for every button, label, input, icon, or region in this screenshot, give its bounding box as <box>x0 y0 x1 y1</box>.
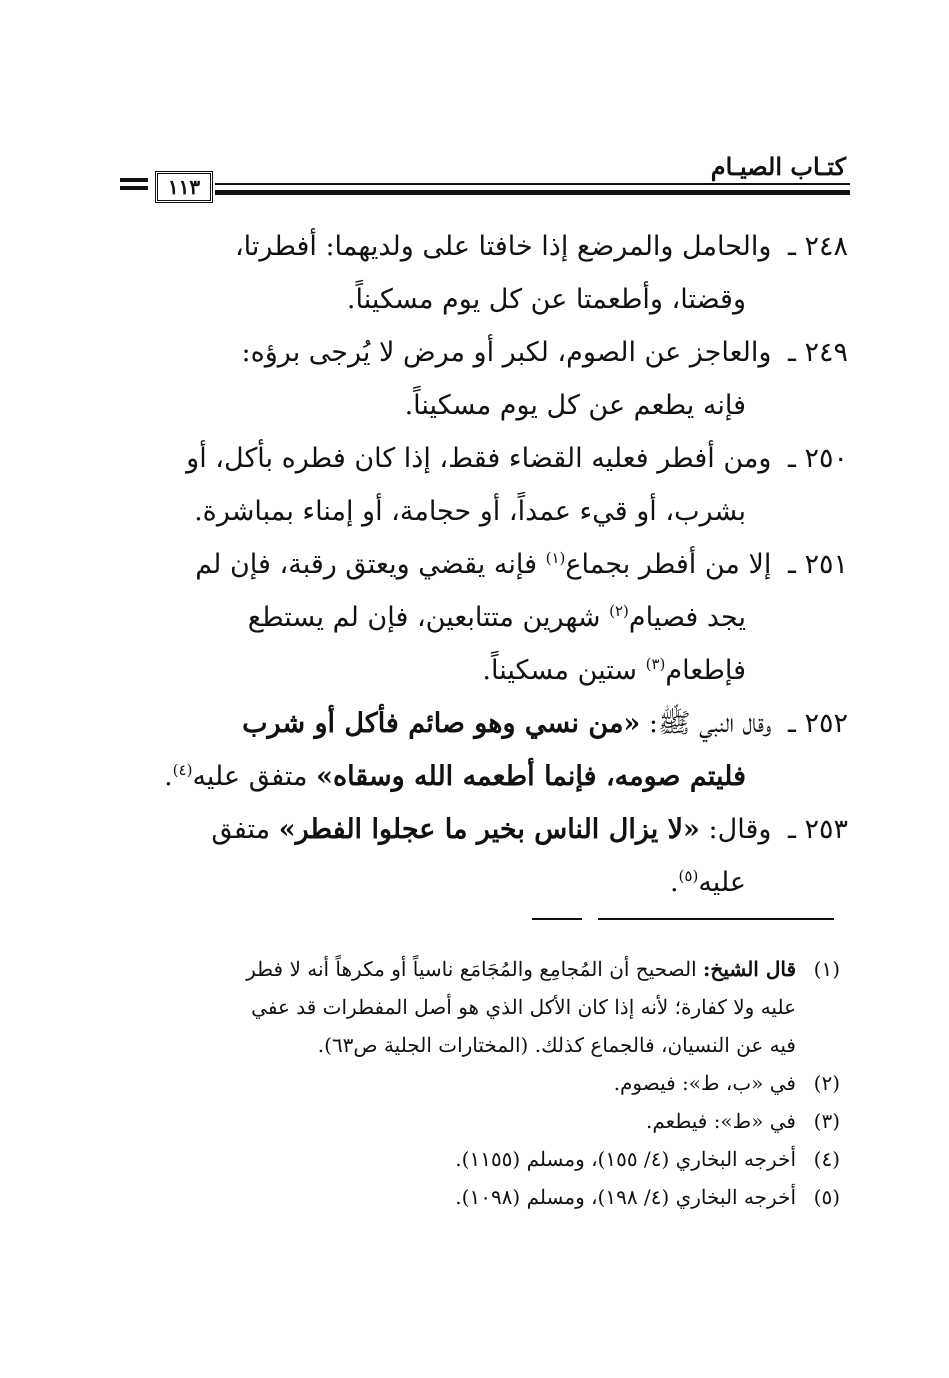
item-text: إلا من أفطر بجماع <box>565 549 772 580</box>
item-text: فإطعام <box>665 655 746 686</box>
footnote-number: (٥) <box>813 1185 840 1209</box>
item-text: . <box>164 761 173 792</box>
item-text: فإنه يقضي ويعتق رقبة، فإن لم <box>195 549 546 580</box>
item-text: وقضتا، وأطعمتا عن كل يوم مسكيناً. <box>346 284 746 315</box>
footnote <box>118 1140 840 1178</box>
item-text: ومن أفطر فعليه القضاء فقط، إذا كان فطره بأكل، أو <box>186 443 772 474</box>
footnote-text: أخرجه البخاري (٤/ ١٥٥)، ومسلم (١١٥٥). <box>455 1147 796 1171</box>
footnote-separator <box>532 918 582 920</box>
list-item <box>118 538 848 697</box>
footnote-number: (١) <box>813 957 840 981</box>
page-header <box>110 150 850 210</box>
main-text <box>118 220 848 909</box>
footnote <box>118 1102 840 1140</box>
item-line <box>118 591 848 644</box>
item-text: وقال: <box>699 814 772 845</box>
footnote-text: في «ط»: فيطعم. <box>646 1109 796 1133</box>
footnote-lead: قال الشيخ: <box>703 957 796 981</box>
item-number: ٢٥١ ـ <box>787 549 848 580</box>
item-text: بشرب، أو قيء عمداً، أو حجامة، أو إمناء بمباشرة. <box>194 496 746 527</box>
page-number-ornament <box>120 186 148 190</box>
item-number: ٢٤٩ ـ <box>787 337 848 368</box>
hadith-text: «لا يزال الناس بخير ما عجلوا الفطر» <box>278 814 700 845</box>
footnote <box>118 1064 840 1102</box>
list-item <box>118 432 848 538</box>
footnote-number: (٢) <box>813 1071 840 1095</box>
footnote-text: الصحيح أن المُجامِع والمُجَامَع ناسياً أو مكرهاً أنه لا فطر <box>246 957 704 981</box>
footnote-number: (٣) <box>813 1109 840 1133</box>
item-text: عليه <box>698 867 746 898</box>
item-text: متفق <box>211 814 279 845</box>
chapter-title: كتـاب الصيـام <box>710 152 846 181</box>
footnote-ref[interactable]: (١) <box>545 549 566 567</box>
page-number: ١١٣ <box>155 171 213 203</box>
list-item <box>118 803 848 909</box>
footnote-ref[interactable]: (٥) <box>678 867 699 885</box>
item-text: والعاجز عن الصوم، لكبر أو مرض لا يُرجى برؤه: <box>241 337 772 368</box>
item-text: . <box>669 867 679 898</box>
item-text: متفق عليه <box>192 761 317 792</box>
item-text: فإنه يطعم عن كل يوم مسكيناً. <box>404 390 746 421</box>
item-line <box>118 750 848 803</box>
item-line <box>118 644 848 697</box>
footnote-text: في «ب، ط»: فيصوم. <box>613 1071 796 1095</box>
footnote-text: عليه ولا كفارة؛ لأنه إذا كان الأكل الذي هو أصل المفطرات قد عفي <box>251 995 796 1019</box>
footnote <box>118 950 840 1064</box>
footnote-text: أخرجه البخاري (٤/ ١٩٨)، ومسلم (١٠٩٨). <box>455 1185 796 1209</box>
item-text: ستين مسكيناً. <box>482 655 646 686</box>
header-rule-thick <box>215 190 850 195</box>
item-number: ٢٥٢ ـ <box>787 708 848 739</box>
list-item <box>118 697 848 803</box>
footnote-ref[interactable]: (٤) <box>172 761 193 779</box>
hadith-text: «من نسي وهو صائم فأكل أو شرب <box>242 708 641 739</box>
hadith-text: فليتم صومه، فإنما أطعمه الله وسقاه» <box>316 761 746 792</box>
item-text: والحامل والمرضع إذا خافتا على ولديهما: أفطرتا، <box>234 231 772 262</box>
list-item <box>118 326 848 432</box>
footnote-ref[interactable]: (٣) <box>645 655 666 673</box>
item-text: شهرين متتابعين، فإن لم يستطع <box>247 602 610 633</box>
header-rule-thin <box>215 183 850 185</box>
footnote-number: (٤) <box>813 1147 840 1171</box>
footnote-text: فيه عن النسيان، فالجماع كذلك. (المختارات الجلية ص٦٣). <box>317 1033 796 1057</box>
item-text: وقال النبي ﷺ: <box>640 708 772 739</box>
item-line <box>118 856 848 909</box>
footnote-ref[interactable]: (٢) <box>609 602 629 620</box>
footnotes <box>118 950 840 1216</box>
footnote <box>118 1178 840 1216</box>
item-number: ٢٥٣ ـ <box>787 814 848 845</box>
item-number: ٢٥٠ ـ <box>787 443 848 474</box>
item-text: يجد فصيام <box>628 602 746 633</box>
page-number-ornament <box>120 178 148 182</box>
item-number: ٢٤٨ ـ <box>787 231 848 262</box>
footnote-separator <box>598 918 834 920</box>
list-item <box>118 220 848 326</box>
